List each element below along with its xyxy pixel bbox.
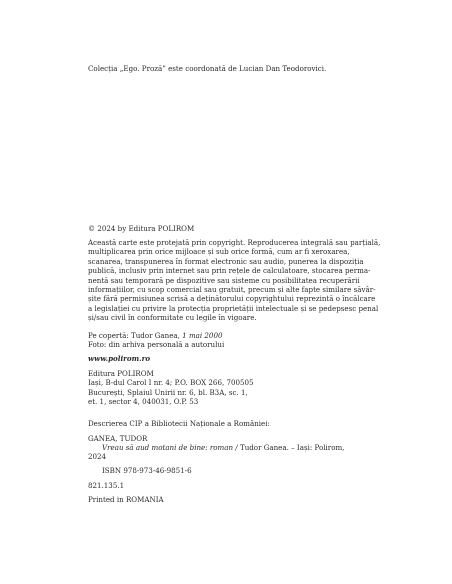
printed-in: Printed in ROMANIA: [88, 495, 164, 504]
cip-heading: Descrierea CIP a Bibliotecii Naționale a României:: [88, 419, 270, 428]
cip-year: 2024: [88, 452, 107, 461]
rights-line: nentă sau temporară pe dispozitive sau sisteme cu posibilitatea recuperării: [88, 275, 360, 285]
publisher-address: [88, 369, 374, 407]
rights-line: informațiilor, cu scop comercial sau gratuit, precum și alte fapte similare săvâr-: [88, 285, 376, 295]
cover-title: 1 mai 2000: [182, 331, 223, 340]
publisher-line: et. 1, sector 4, 040031, O.P. 53: [88, 397, 199, 407]
cip-author: GANEA, TUDOR: [88, 434, 148, 443]
photo-credit: Foto: din arhiva personală a autorului: [88, 340, 225, 349]
rights-line: Această carte este protejată prin copyright. Reproducerea integrală sau parțială,: [88, 238, 381, 247]
rights-line: a legislației cu privire la protecția proprietății intelectuale și se pedepsesc penal: [88, 303, 379, 313]
publisher-line: Editura POLIROM: [88, 369, 154, 378]
isbn: ISBN 978-973-46-9851-6: [102, 466, 192, 475]
rights-line: scanarea, transpunerea în format electronic sau audio, punerea la dispoziția: [88, 256, 364, 266]
cover-credit: [88, 331, 222, 340]
cip-title-line: [102, 443, 344, 452]
publisher-line: Iași, B-dul Carol I nr. 4; P.O. BOX 266, 700505: [88, 378, 254, 388]
rights-notice: [88, 238, 381, 323]
cip-book-title: Vreau să aud motani de bine: roman /: [102, 443, 238, 452]
rights-line: șite fără permisiunea scrisă a deținătorului copyrightului reprezintă o încălcare: [88, 294, 376, 304]
series-note: Colecția „Ego. Proză” este coordonată de Lucian Dan Teodorovici.: [88, 64, 327, 73]
website-link[interactable]: www.polirom.ro: [88, 354, 151, 363]
rights-line: multiplicarea prin orice mijloace și sub orice formă, cum ar fi xeroxarea,: [88, 247, 350, 257]
cover-prefix: Pe copertă: Tudor Ganea,: [88, 331, 183, 340]
rights-line: și/sau civil în conformitate cu legile în vigoare.: [88, 313, 257, 323]
publisher-line: București, Splaiul Unirii nr. 6, bl. B3A, sc. 1,: [88, 387, 248, 397]
udc-code: 821.135.1: [88, 481, 125, 490]
rights-line: publică, inclusiv prin internet sau prin rețele de calculatoare, stocarea perma-: [88, 266, 371, 276]
copyright-line: © 2024 by Editura POLIROM: [88, 224, 195, 233]
cip-publication: Tudor Ganea. – Iași: Polirom,: [237, 443, 345, 452]
